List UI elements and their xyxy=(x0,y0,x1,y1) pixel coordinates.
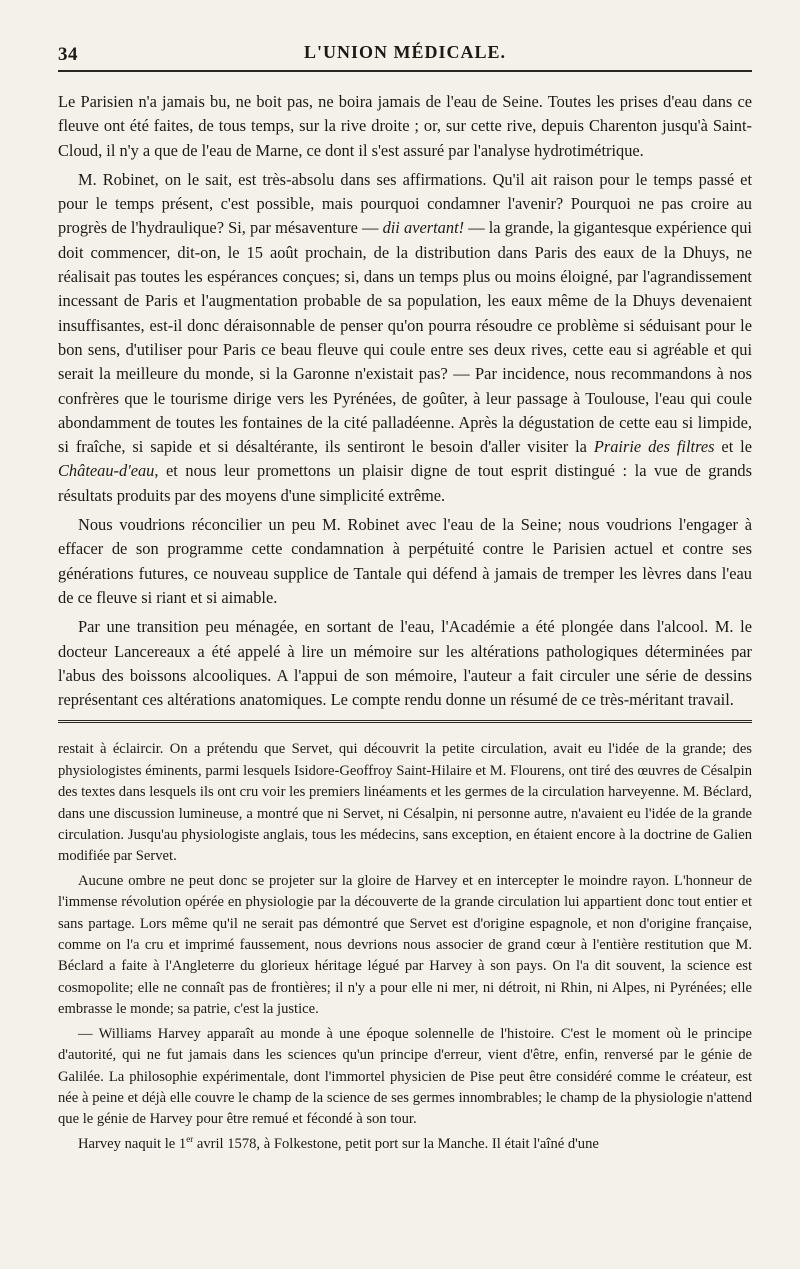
paragraph-robinet-text-2: — la grande, la gigantesque expérience qui doit commencer, dit-on, le 15 août prochain, de la distribution dans Paris des eaux de la Dhuys, ne réalisait pas toutes les espérances conçues; si, dans un temps plus ou moins éloigné, par l'agrandissement incessant de Paris et l'augmentation probable de sa population, les eaux même de la Dhuys devenaient insuffisantes, est-il donc déraisonnable de penser qu'on pourra résoudre ce problème si séduisant pour le bon sens, d'utiliser pour Paris ce beau fleuve qui coule entre ses deux rives, cette eau si agréable et qui serait la meilleure du monde, si la Garonne n'existait pas? — Par incidence, nous recommandons à nos confrères que le tourisme dirige vers les Pyrénées, de goûter, à leur passage à Toulouse, l'eau qui coule abondamment de toutes les fontaines de la cité palladéenne. Après la dégustation de cette eau si limpide, si fraîche, si sapide et si désaltérante, ils sentiront le besoin d'aller visiter la xyxy=(58,218,752,457)
feuilleton-divider xyxy=(58,720,752,725)
italic-prairie-des-filtres: Prairie des filtres xyxy=(593,437,715,457)
paragraph-reconcile: Nous voudrions réconcilier un peu M. Robinet avec l'eau de la Seine; nous voudrions l'engager à effacer de son programme cette condamnation à perpétuité contre le Parisien actuel et contre ses générations futures, ce nouveau supplice de Tantale qui défend à jamais de tremper les lèvres dans l'eau de ce fleuve si riant et si aimable. xyxy=(58,515,752,607)
ordinal-superscript: er xyxy=(186,1133,194,1144)
paragraph-robinet-text-3: et le xyxy=(714,437,752,457)
italic-chateau-d-eau: Château-d'eau xyxy=(58,461,155,481)
feuilleton-paragraph-servet: restait à éclaircir. On a prétendu que Servet, qui découvrit la petite circulation, avait eu l'idée de la grande; des physiologistes éminents, parmi lesquels Isidore-Geoffroy Saint-Hilaire et M. Flourens, ont tiré des œuvres de Césalpin des textes dans lesquels ils ont cru voir les premiers linéaments et les germes de la circulation harveyenne. M. Béclard, dans une discussion lumineuse, a montré que ni Servet, ni Césalpin, ni personne autre, n'avaient eu l'idée de la grande circulation. Jusqu'au physiologiste anglais, tous les médecins, sans exception, en étaient encore à la doctrine de Galien modifiée par Servet. xyxy=(58,741,752,865)
paragraph-alcohol: Par une transition peu ménagée, en sortant de l'eau, l'Académie a été plongée dans l'alcool. M. le docteur Lancereaux a été appelé à lire un mémoire sur les altérations pathologiques déterminées par l'abus des boissons alcooliques. A l'appui de son mémoire, l'auteur a fait circuler une série de dessins représentant ces altérations anatomiques. Le compte rendu donne un résumé de ce très-méritant travail. xyxy=(58,617,752,710)
feuilleton-paragraph-galilee: — Williams Harvey apparaît au monde à une époque solennelle de l'histoire. C'est le moment où le principe d'autorité, qui ne fut jamais dans les sciences qu'un principe d'erreur, vient d'être, enfin, renversé par le génie de Galilée. La philosophie expérimentale, dont l'immortel physicien de Pise peut être considéré comme le créateur, est née à peine et déjà elle couvre le champ de la science de ses germes innombrables; le champ de la physiologie n'attend que le génie de Harvey pour être remué et fécondé à son tour. xyxy=(58,1025,752,1128)
birth-text-1: Harvey naquit le 1 xyxy=(78,1135,187,1152)
page xyxy=(58,36,752,1261)
paragraph-robinet-text-4: , et nous leur promettons un plaisir digne de tout esprit distingué : la vue de grands résultats produits par des moyens d'une simplicité extrême. xyxy=(58,461,752,505)
paragraph-robinet xyxy=(58,168,752,508)
feuilleton-paragraph-harvey-glory: Aucune ombre ne peut donc se projeter sur la gloire de Harvey et en intercepter le moindre rayon. L'honneur de l'immense révolution opérée en physiologie par la découverte de la grande circulation lui appartient donc tout entier et sans partage. Lors même qu'il ne serait pas démontré que Servet est d'origine espagnole, et non d'origine française, comme on l'a cru et imprimé faussement, nous devrions nous associer de grand cœur à l'entière restitution que M. Béclard a faite à l'Angleterre du glorieux héritage légué par Harvey à son pays. On l'a dit souvent, la science est cosmopolite; elle ne connaît pas de frontières; il n'y a pour elle ni mer, ni détroit, ni Rhin, ni Alpes, ni Pyrénées; elle embrasse le monde; sa patrie, c'est la justice. xyxy=(58,872,752,1018)
paragraph-seine-water: Le Parisien n'a jamais bu, ne boit pas, ne boira jamais de l'eau de Seine. Toutes les prises d'eau dans ce fleuve ont été faites, de tous temps, sur la rive droite ; or, sur cette rive, depuis Charenton jusqu'à Saint-Cloud, il n'y a que de l'eau de Marne, ce dont il s'est assuré par l'analyse hydrotimétrique. xyxy=(58,92,752,160)
main-article xyxy=(58,72,752,712)
page-number: 34 xyxy=(58,44,78,65)
paragraph-robinet-text-1: M. Robinet, on le sait, est très-absolu dans ses affirmations. Qu'il ait raison pour le temps passé et pour le temps présent, c'est possible, mais pourquoi condamner l'avenir? Pourquoi ne pas croire au progrès de l'hydraulique? Si, par mésaventure — xyxy=(58,169,752,238)
page-header xyxy=(58,36,752,72)
birth-text-2: avril 1578, à Folkestone, petit port sur la Manche. Il était l'aîné d'une xyxy=(193,1135,599,1152)
feuilleton-paragraph-birth xyxy=(58,1134,752,1155)
feuilleton-section xyxy=(58,739,752,1155)
running-title: L'UNION MÉDICALE. xyxy=(303,42,507,62)
italic-dii-avertant: dii avertant! xyxy=(382,218,465,238)
